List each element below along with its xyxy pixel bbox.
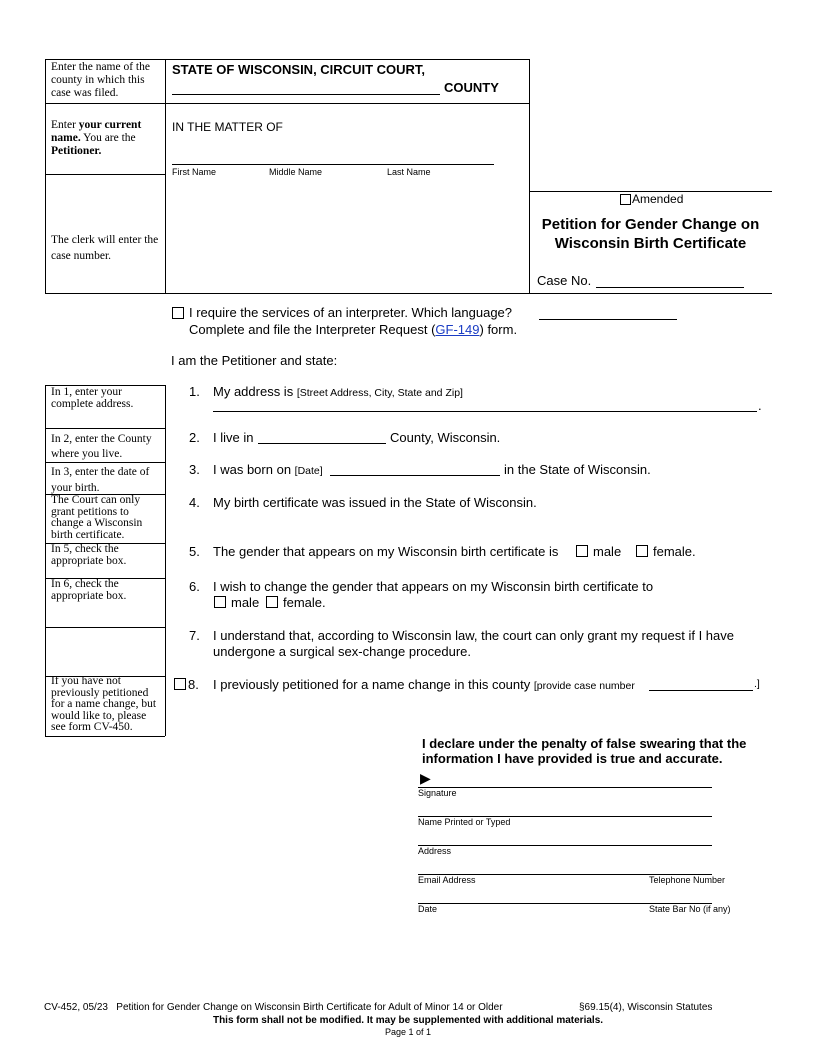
first-name-label: First Name	[172, 167, 217, 177]
item-3-hint: [Date]	[294, 465, 323, 477]
form-title	[529, 215, 772, 253]
sidebar-hint-5: In 5, check the appropriate box.	[51, 543, 127, 567]
name-hint-pre: Enter	[51, 119, 79, 131]
telephone-label: Telephone Number	[649, 875, 726, 885]
item-1-number: 1.	[189, 384, 200, 399]
name-hint-bold: your current name.	[51, 119, 142, 144]
sidebar-hint-6: In 6, check the appropriate box.	[51, 578, 127, 602]
item-6-female-label: female.	[283, 595, 326, 610]
address-label: Address	[418, 846, 452, 856]
interpreter-line2-post: ) form.	[479, 322, 518, 337]
county-live-blank[interactable]	[258, 443, 386, 444]
address-line[interactable]	[418, 845, 712, 846]
declaration-line1: I declare under the penalty of false swearing that the	[422, 736, 747, 751]
interpreter-line1: I require the services of an interpreter. Which language?	[189, 305, 513, 320]
case-hint: The clerk will enter the case number.	[51, 234, 159, 262]
amended-label: Amended	[632, 192, 684, 206]
signature-label: Signature	[418, 788, 457, 798]
interpreter-line2	[189, 322, 517, 337]
item-5-female-checkbox[interactable]	[636, 545, 648, 557]
court-title: STATE OF WISCONSIN, CIRCUIT COURT,	[172, 62, 426, 77]
item-2-pre: I live in	[213, 430, 254, 445]
interpreter-line2-pre: Complete and file the Interpreter Request (	[189, 322, 436, 337]
sidebar-hint-4: The Court can only grant petitions to change a Wisconsin birth certificate.	[51, 494, 143, 541]
footer-notice: This form shall not be modified. It may be supplemented with additional materials.	[212, 1015, 604, 1026]
declaration-line2: information I have provided is true and accurate.	[422, 751, 723, 766]
sidebar-hint-1: In 1, enter your complete address.	[51, 386, 134, 410]
item-7-line1: I understand that, according to Wisconsin law, the court can only grant my request if I have	[213, 628, 734, 643]
language-blank[interactable]	[539, 319, 677, 320]
birth-date-blank[interactable]	[330, 475, 500, 476]
item-7-line2: undergone a surgical sex-change procedure.	[213, 644, 472, 659]
name-hint	[51, 119, 163, 158]
item-6-male-checkbox[interactable]	[214, 596, 226, 608]
item-8-label: I previously petitioned for a name change in this county	[213, 677, 534, 692]
item-6-text: I wish to change the gender that appears on my Wisconsin birth certificate to	[213, 579, 654, 594]
name-printed-label: Name Printed or Typed	[418, 817, 511, 827]
petitioner-name-line[interactable]	[172, 164, 494, 165]
item-4-number: 4.	[189, 495, 200, 510]
interpreter-checkbox[interactable]	[172, 307, 184, 319]
item-8-checkbox[interactable]	[174, 678, 186, 690]
case-no-blank[interactable]	[596, 287, 744, 288]
form-title-line1: Petition for Gender Change on	[541, 216, 760, 233]
item-8-number: 8.	[188, 677, 199, 692]
item-2-post: County, Wisconsin.	[390, 430, 501, 445]
item-3-number: 3.	[189, 462, 200, 477]
date-label: Date	[418, 904, 438, 914]
item-4-text: My birth certificate was issued in the State of Wisconsin.	[213, 495, 537, 510]
item-5-male-checkbox[interactable]	[576, 545, 588, 557]
form-title-line2: Wisconsin Birth Certificate	[554, 235, 747, 252]
item-1-hint: [Street Address, City, State and Zip]	[296, 387, 463, 399]
gf-149-link[interactable]: GF-149	[435, 322, 480, 337]
item-8-hint: [provide case number	[533, 680, 635, 692]
prior-case-blank[interactable]	[649, 690, 753, 691]
item-1-text	[213, 384, 463, 399]
item-6-female-checkbox[interactable]	[266, 596, 278, 608]
email-label: Email Address	[418, 875, 476, 885]
item-5-male-label: male	[593, 544, 622, 559]
item-8-text	[213, 677, 635, 692]
item-3-post: in the State of Wisconsin.	[504, 462, 651, 477]
signature-arrow-icon: ▶	[420, 770, 431, 786]
sidebar-hint-8: If you have not previously petitioned for a name change, but would like to, please see form CV-450.	[51, 675, 157, 733]
amended-checkbox[interactable]	[620, 194, 631, 205]
item-6-number: 6.	[189, 579, 200, 594]
name-hint-bold2: Petitioner.	[51, 145, 102, 157]
item-8-end: .]	[754, 678, 760, 690]
footer-form-id: CV-452, 05/23 Petition for Gender Change on Wisconsin Birth Certificate for Adult of Minor 14 or Older	[44, 1002, 503, 1013]
name-hint-mid: You are the	[80, 132, 136, 144]
item-1-label: My address is	[213, 384, 297, 399]
item-7-number: 7.	[189, 628, 200, 643]
item-3-text	[213, 462, 323, 477]
item-3-pre: I was born on	[213, 462, 295, 477]
signature-line[interactable]	[418, 787, 712, 788]
address-blank[interactable]	[213, 411, 757, 412]
footer-page: Page 1 of 1	[384, 1027, 432, 1037]
case-no-label: Case No.	[537, 273, 592, 288]
item-6-male-label: male	[231, 595, 260, 610]
bar-no-label: State Bar No (if any)	[649, 904, 731, 914]
sidebar-hint-2: In 2, enter the County where you live.	[51, 433, 152, 460]
item-5-text: The gender that appears on my Wisconsin birth certificate is	[213, 544, 559, 559]
item-5-female-label: female.	[653, 544, 696, 559]
item-2-number: 2.	[189, 430, 200, 445]
item-5-number: 5.	[189, 544, 200, 559]
sidebar-hint-3: In 3, enter the date of your birth.	[51, 466, 150, 494]
middle-name-label: Middle Name	[269, 167, 323, 177]
county-blank[interactable]	[172, 94, 440, 95]
county-label: COUNTY	[444, 80, 499, 95]
item-1-end: .	[758, 398, 762, 413]
last-name-label: Last Name	[387, 167, 431, 177]
intro-statement: I am the Petitioner and state:	[171, 353, 338, 368]
footer-statute: §69.15(4), Wisconsin Statutes	[579, 1002, 713, 1013]
county-hint: Enter the name of the county in which this case was filed.	[51, 61, 150, 99]
matter-label: IN THE MATTER OF	[172, 120, 283, 134]
